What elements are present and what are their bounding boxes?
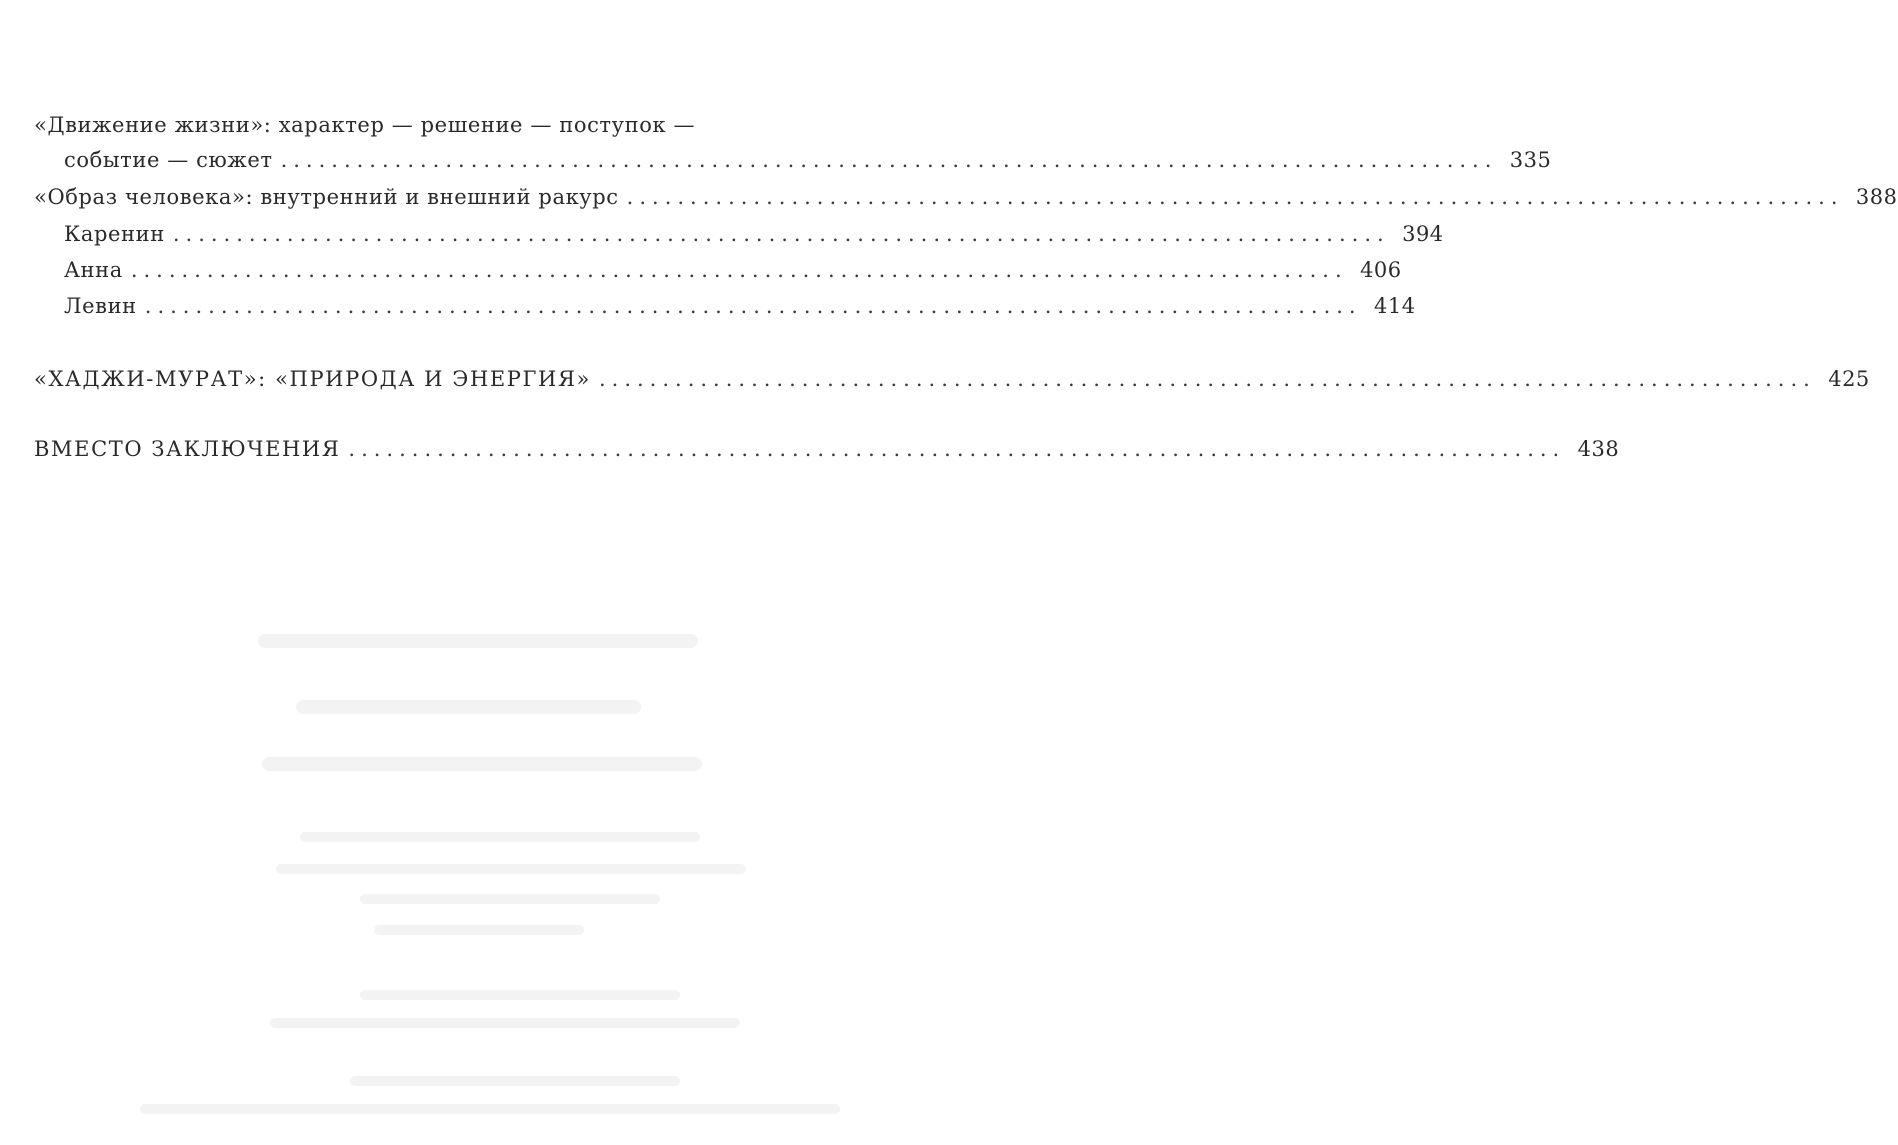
dot-leader: ................................................................................................ bbox=[598, 367, 1816, 391]
toc-entry-dvizhenie-zhizni bbox=[64, 145, 1552, 175]
toc-entry-karenin bbox=[64, 219, 1444, 249]
toc-entry-title: событие — сюжет bbox=[64, 148, 273, 172]
page-number: 406 bbox=[1360, 258, 1402, 282]
toc-entry-title: ВМЕСТО ЗАКЛЮЧЕНИЯ bbox=[34, 437, 341, 461]
toc-entry-dvizhenie-zhizni-line1: «Движение жизни»: характер — решение — поступок — bbox=[34, 113, 696, 137]
dot-leader: ................................................................................................ bbox=[348, 437, 1566, 461]
toc-entry-vmesto-zaklyucheniya bbox=[34, 434, 1620, 464]
toc-entry-title: Левин bbox=[64, 294, 137, 318]
toc-entry-title: Анна bbox=[64, 258, 123, 282]
toc-entry-levin bbox=[64, 291, 1416, 321]
toc-entry-title: «ХАДЖИ-МУРАТ»: «ПРИРОДА И ЭНЕРГИЯ» bbox=[34, 367, 591, 391]
page-number: 414 bbox=[1374, 294, 1416, 318]
dot-leader: ................................................................................................ bbox=[144, 294, 1362, 318]
toc-entry-obraz-cheloveka bbox=[34, 182, 1898, 212]
dot-leader: ................................................................................................ bbox=[280, 148, 1498, 172]
page-number: 394 bbox=[1402, 222, 1444, 246]
page-number: 438 bbox=[1577, 437, 1620, 461]
toc-entry-title: Каренин bbox=[64, 222, 165, 246]
page-number: 388 bbox=[1855, 185, 1898, 209]
dot-leader: ................................................................................................ bbox=[172, 222, 1390, 246]
toc-entry-hadzhi-murat bbox=[34, 364, 1870, 394]
dot-leader: ................................................................................................ bbox=[626, 185, 1844, 209]
toc-entry-anna bbox=[64, 255, 1402, 285]
toc-entry-title: «Образ человека»: внутренний и внешний ракурс bbox=[34, 185, 619, 209]
page-number: 425 bbox=[1828, 367, 1870, 391]
dot-leader: ................................................................................................ bbox=[130, 258, 1348, 282]
page-number: 335 bbox=[1509, 148, 1552, 172]
